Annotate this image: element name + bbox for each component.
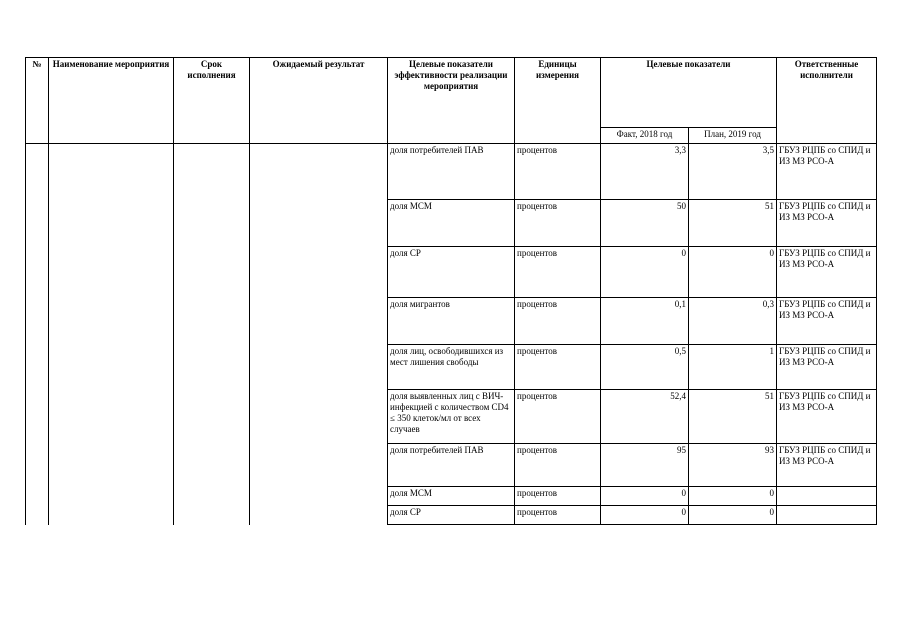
cell-fact: 0 <box>601 247 689 298</box>
cell-name <box>49 200 174 247</box>
header-indicators: Целевые показатели эффективности реализации мероприятия <box>388 58 515 144</box>
cell-fact: 3,3 <box>601 144 689 200</box>
cell-name <box>49 444 174 487</box>
cell-indicator: доля потребителей ПАВ <box>388 144 515 200</box>
cell-expected <box>250 390 388 444</box>
cell-number <box>26 487 49 506</box>
cell-responsible <box>777 506 877 525</box>
cell-plan: 0 <box>689 506 777 525</box>
cell-fact: 50 <box>601 200 689 247</box>
table-row <box>26 345 877 390</box>
table-row <box>26 144 877 200</box>
cell-name <box>49 247 174 298</box>
cell-plan: 51 <box>689 200 777 247</box>
targets-table <box>25 57 877 525</box>
cell-indicator: доля потребителей ПАВ <box>388 444 515 487</box>
cell-term <box>174 144 250 200</box>
cell-plan: 0 <box>689 247 777 298</box>
cell-expected <box>250 144 388 200</box>
header-units: Единицы измерения <box>515 58 601 144</box>
cell-term <box>174 345 250 390</box>
cell-name <box>49 345 174 390</box>
cell-name <box>49 144 174 200</box>
cell-indicator: доля СР <box>388 506 515 525</box>
cell-expected <box>250 298 388 345</box>
cell-fact: 0,1 <box>601 298 689 345</box>
cell-responsible: ГБУЗ РЦПБ со СПИД и ИЗ МЗ РСО-А <box>777 144 877 200</box>
cell-responsible: ГБУЗ РЦПБ со СПИД и ИЗ МЗ РСО-А <box>777 247 877 298</box>
cell-number <box>26 298 49 345</box>
cell-indicator: доля СР <box>388 247 515 298</box>
table-row <box>26 247 877 298</box>
cell-number <box>26 390 49 444</box>
cell-term <box>174 390 250 444</box>
cell-number <box>26 247 49 298</box>
table-row <box>26 487 877 506</box>
cell-number <box>26 444 49 487</box>
header-responsible: Ответственные исполнители <box>777 58 877 144</box>
cell-fact: 95 <box>601 444 689 487</box>
cell-number <box>26 200 49 247</box>
header-term: Срок исполнения <box>174 58 250 144</box>
cell-plan: 1 <box>689 345 777 390</box>
cell-expected <box>250 444 388 487</box>
table-row <box>26 390 877 444</box>
cell-term <box>174 247 250 298</box>
header-expected-result: Ожидаемый результат <box>250 58 388 144</box>
cell-indicator: доля выявленных лиц с ВИЧ-инфекцией с количеством CD4 ≤ 350 клеток/мл от всех случаев <box>388 390 515 444</box>
table-row <box>26 506 877 525</box>
cell-responsible: ГБУЗ РЦПБ со СПИД и ИЗ МЗ РСО-А <box>777 200 877 247</box>
table-row <box>26 444 877 487</box>
document-page <box>25 57 877 525</box>
cell-unit: процентов <box>515 200 601 247</box>
cell-term <box>174 444 250 487</box>
cell-expected <box>250 487 388 506</box>
cell-plan: 0,3 <box>689 298 777 345</box>
cell-indicator: доля МСМ <box>388 487 515 506</box>
cell-unit: процентов <box>515 506 601 525</box>
cell-fact: 52,4 <box>601 390 689 444</box>
header-name: Наименование мероприятия <box>49 58 174 144</box>
cell-plan: 3,5 <box>689 144 777 200</box>
cell-name <box>49 298 174 345</box>
cell-unit: процентов <box>515 298 601 345</box>
cell-expected <box>250 506 388 525</box>
cell-unit: процентов <box>515 247 601 298</box>
cell-number <box>26 345 49 390</box>
cell-unit: процентов <box>515 345 601 390</box>
cell-term <box>174 487 250 506</box>
header-number: № <box>26 58 49 144</box>
cell-expected <box>250 345 388 390</box>
cell-name <box>49 390 174 444</box>
cell-fact: 0 <box>601 506 689 525</box>
cell-number <box>26 144 49 200</box>
header-plan-2019: План, 2019 год <box>689 128 777 144</box>
cell-responsible: ГБУЗ РЦПБ со СПИД и ИЗ МЗ РСО-А <box>777 444 877 487</box>
cell-term <box>174 200 250 247</box>
cell-indicator: доля мигрантов <box>388 298 515 345</box>
cell-indicator: доля МСМ <box>388 200 515 247</box>
cell-unit: процентов <box>515 444 601 487</box>
cell-term <box>174 298 250 345</box>
cell-unit: процентов <box>515 144 601 200</box>
cell-name <box>49 506 174 525</box>
cell-fact: 0 <box>601 487 689 506</box>
cell-responsible: ГБУЗ РЦПБ со СПИД и ИЗ МЗ РСО-А <box>777 345 877 390</box>
cell-responsible <box>777 487 877 506</box>
cell-unit: процентов <box>515 390 601 444</box>
cell-responsible: ГБУЗ РЦПБ со СПИД и ИЗ МЗ РСО-А <box>777 298 877 345</box>
cell-expected <box>250 200 388 247</box>
cell-number <box>26 506 49 525</box>
table-row <box>26 200 877 247</box>
header-fact-2018: Факт, 2018 год <box>601 128 689 144</box>
cell-indicator: доля лиц, освободившихся из мест лишения свободы <box>388 345 515 390</box>
cell-term <box>174 506 250 525</box>
cell-responsible: ГБУЗ РЦПБ со СПИД и ИЗ МЗ РСО-А <box>777 390 877 444</box>
cell-plan: 93 <box>689 444 777 487</box>
cell-fact: 0,5 <box>601 345 689 390</box>
cell-unit: процентов <box>515 487 601 506</box>
table-row <box>26 298 877 345</box>
cell-plan: 51 <box>689 390 777 444</box>
header-targets: Целевые показатели <box>601 58 777 128</box>
cell-expected <box>250 247 388 298</box>
cell-plan: 0 <box>689 487 777 506</box>
cell-name <box>49 487 174 506</box>
